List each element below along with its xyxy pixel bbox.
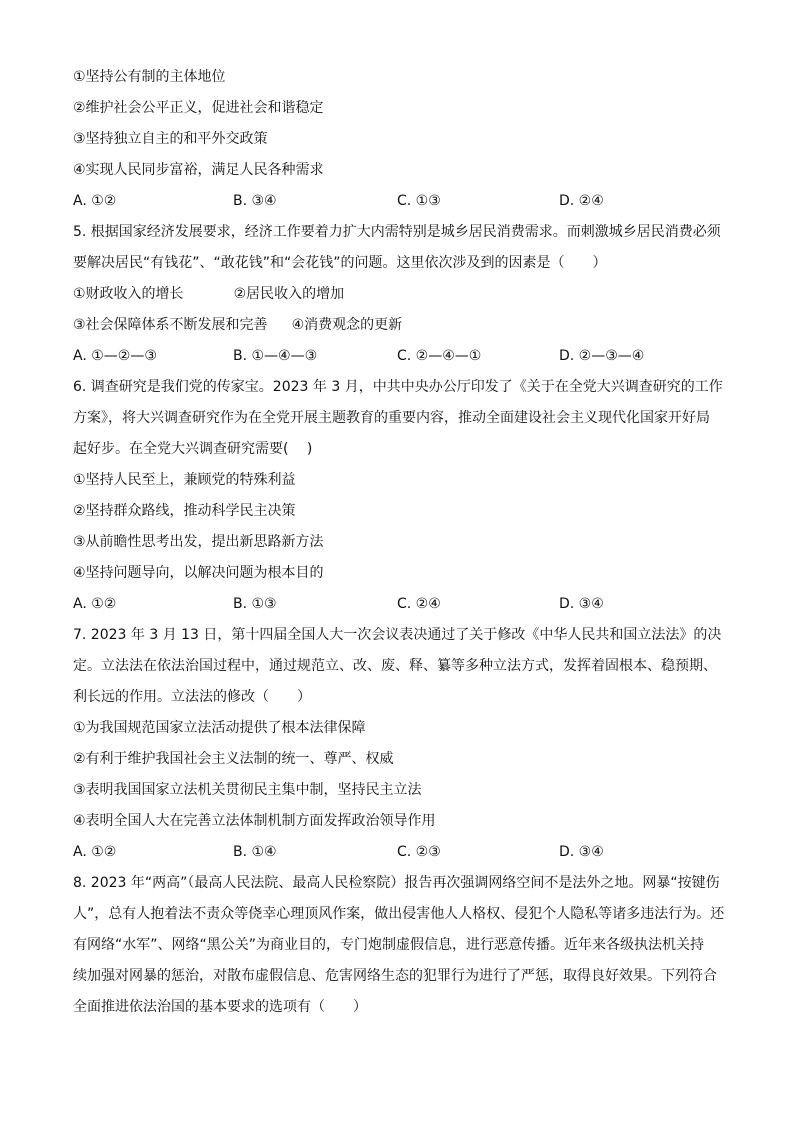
q7-stem-line-1: 7. 2023 年 3 月 13 日，第十四届全国人大一次会议表决通过了关于修改《中华人民共和国立法法》的决 (73, 627, 722, 643)
q5-option-4: ④消费观念的更新 (291, 317, 403, 333)
q5-stem-line-2: 要解决居民“有钱花”、“敢花钱”和“会花钱”的问题。这里依次涉及到的因素是（ ） (73, 255, 607, 271)
q7-choice-d: D. ③④ (559, 844, 604, 860)
q7-choice-a: A. ①② (73, 844, 117, 860)
q6-choice-a: A. ①② (73, 596, 117, 612)
q6-stem-line-1: 6. 调查研究是我们党的传家宝。2023 年 3 月，中共中央办公厅印发了《关于在全党大兴调查研究的工作 (73, 379, 723, 395)
q5-option-1: ①财政收入的增长 (73, 286, 184, 302)
q7-choices (73, 837, 728, 868)
q6-stem-line-2: 方案》，将大兴调查研究作为在全党开展主题教育的重要内容，推动全面建设社会主义现代化国家开好局 (73, 410, 710, 426)
q5-option-3: ③社会保障体系不断发展和完善 (73, 317, 268, 333)
q4-option-2: ②维护社会公平正义，促进社会和谐稳定 (73, 100, 324, 116)
q7-option-2: ②有利于维护我国社会主义法制的统一、尊严、权威 (73, 751, 394, 767)
q6-option-2: ②坚持群众路线，推动科学民主决策 (73, 503, 296, 519)
q6-stem-line-3: 起好步。在全党大兴调查研究需要( ) (73, 441, 313, 457)
q7-option-3: ③表明我国国家立法机关贯彻民主集中制，坚持民主立法 (73, 782, 422, 798)
q8-stem-line-1: 8. 2023 年“两高”（最高人民法院、最高人民检察院）报告再次强调网络空间不是法外之地。网暴“按键伤 (73, 875, 720, 891)
exam-page (73, 62, 728, 1023)
q5-option-2: ②居民收入的增加 (233, 286, 345, 302)
q7-choice-b: B. ①④ (233, 844, 277, 860)
q4-choice-b: B. ③④ (233, 193, 277, 209)
q4-option-1: ①坚持公有制的主体地位 (73, 69, 226, 85)
q5-choice-a: A. ①—②—③ (73, 348, 157, 364)
q6-option-3: ③从前瞻性思考出发，提出新思路新方法 (73, 534, 324, 550)
q4-choices (73, 186, 728, 217)
q4-option-3: ③坚持独立自主的和平外交政策 (73, 131, 268, 147)
q5-choice-c: C. ②—④—① (397, 348, 482, 364)
q4-choice-c: C. ①③ (397, 193, 441, 209)
q8-stem-line-5: 全面推进依法治国的基本要求的选项有（ ） (73, 999, 367, 1015)
q8-stem-line-2: 人”，总有人抱着法不责众等侥幸心理顶风作案，做出侵害他人人格权、侵犯个人隐私等诸多违法行为。还 (73, 906, 725, 922)
q7-option-1: ①为我国规范国家立法活动提供了根本法律保障 (73, 720, 366, 736)
q6-option-4: ④坚持问题导向，以解决问题为根本目的 (73, 565, 324, 581)
q4-choice-d: D. ②④ (559, 193, 604, 209)
q7-stem-line-2: 定。立法法在依法治国过程中，通过规范立、改、废、释、纂等多种立法方式，发挥着固根本、稳预期、 (73, 658, 717, 674)
q6-choices (73, 589, 728, 620)
q7-choice-c: C. ②③ (397, 844, 441, 860)
q5-options-row-2 (73, 310, 728, 341)
q6-choice-b: B. ①③ (233, 596, 277, 612)
q5-options-row-1 (73, 279, 728, 310)
q4-choice-a: A. ①② (73, 193, 117, 209)
q6-choice-c: C. ②④ (397, 596, 441, 612)
q4-option-4: ④实现人民同步富裕，满足人民各种需求 (73, 162, 324, 178)
q7-stem-line-3: 利长远的作用。立法法的修改（ ） (73, 689, 311, 705)
q5-choices (73, 341, 728, 372)
q5-choice-b: B. ①—④—③ (233, 348, 318, 364)
q8-stem-line-4: 续加强对网暴的惩治，对散布虚假信息、危害网络生态的犯罪行为进行了严惩，取得良好效果。下列符合 (73, 968, 717, 984)
q5-stem-line-1: 5. 根据国家经济发展要求，经济工作要着力扩大内需特别是城乡居民消费需求。而刺激城乡居民消费必须 (73, 224, 721, 240)
q8-stem-line-3: 有网络“水军”、网络“黑公关”为商业目的，专门炮制虚假信息，进行恶意传播。近年来各级执法机关持 (73, 937, 705, 953)
q5-choice-d: D. ②—③—④ (559, 348, 645, 364)
q7-option-4: ④表明全国人大在完善立法体制机制方面发挥政治领导作用 (73, 813, 436, 829)
q6-choice-d: D. ③④ (559, 596, 604, 612)
q6-option-1: ①坚持人民至上，兼顾党的特殊利益 (73, 472, 296, 488)
